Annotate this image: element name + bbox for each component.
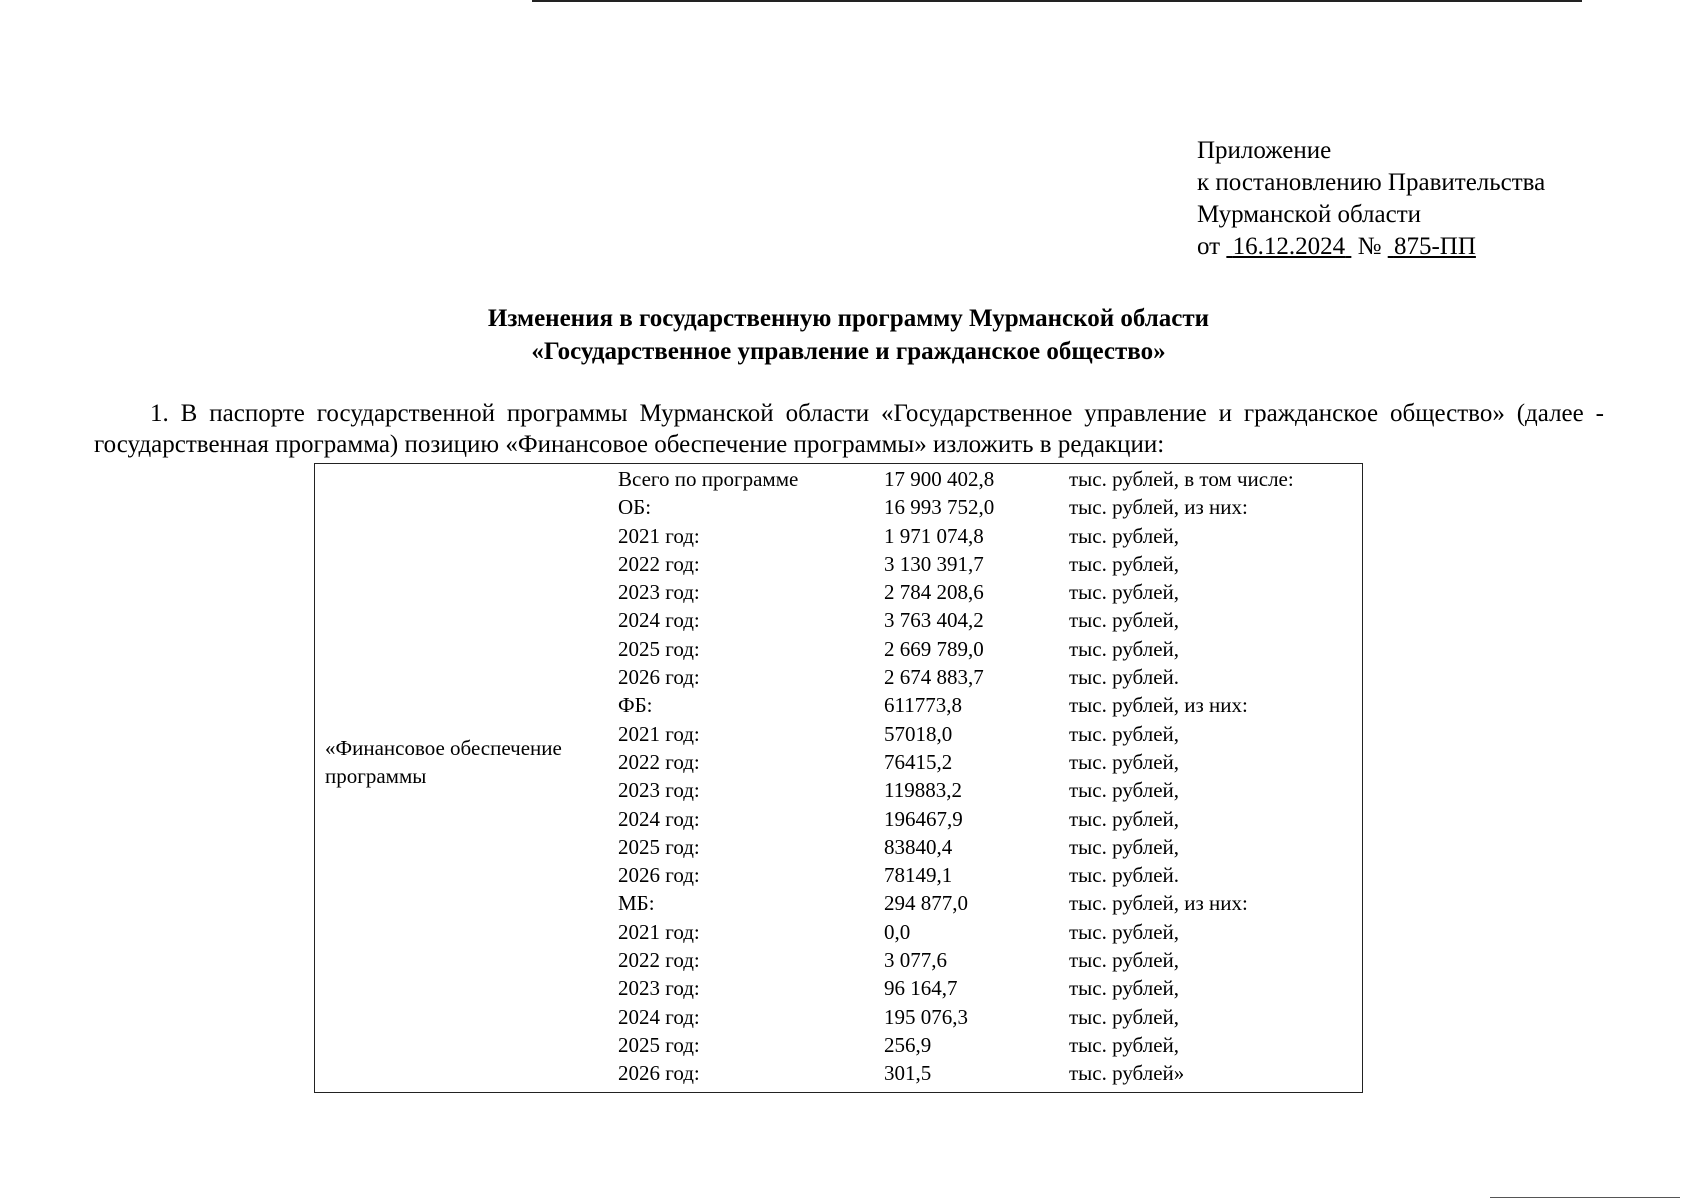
row-label: ФБ: — [618, 693, 653, 718]
row-label: 2025 год: — [618, 834, 700, 859]
row-label: 2025 год: — [618, 1032, 700, 1057]
row-unit: тыс. рублей, из них: — [1069, 693, 1248, 718]
row-value: 96 164,7 — [884, 976, 958, 1001]
row-label: 2024 год: — [618, 806, 700, 831]
row-label: ОБ: — [618, 495, 652, 520]
appendix-block — [1197, 135, 1545, 263]
row-value: 1 971 074,8 — [884, 523, 984, 548]
row-unit: тыс. рублей» — [1069, 1061, 1185, 1086]
row-value: 294 877,0 — [884, 891, 968, 916]
row-value: 2 784 208,6 — [884, 580, 984, 605]
row-unit: тыс. рублей, — [1069, 834, 1180, 859]
row-unit: тыс. рублей, — [1069, 749, 1180, 774]
appendix-line-2: к постановлению Правительства — [1197, 169, 1546, 196]
row-value: 119883,2 — [884, 778, 962, 803]
row-unit: тыс. рублей, — [1069, 976, 1180, 1001]
row-unit: тыс. рублей. — [1069, 665, 1180, 690]
date-prefix: от — [1197, 233, 1221, 260]
row-value: 78149,1 — [884, 863, 953, 888]
row-label: 2024 год: — [618, 1004, 700, 1029]
row-unit: тыс. рублей, в том числе: — [1069, 467, 1294, 491]
row-value: 0,0 — [884, 919, 911, 944]
row-unit: тыс. рублей, — [1069, 1004, 1180, 1029]
paragraph-1: 1. В паспорте государственной программы Мурманской области «Государственное управление и гражданское общество» (далее - государственная программа) позицию «Финансовое обеспечение программы» изложить в редакции: — [94, 400, 1604, 458]
row-value: 611773,8 — [884, 693, 962, 718]
appendix-title: Приложение — [1197, 137, 1332, 164]
row-label: 2022 год: — [618, 551, 700, 576]
row-unit: тыс. рублей, — [1069, 523, 1180, 548]
row-unit: тыс. рублей, — [1069, 948, 1180, 973]
financing-label: «Финансовое обеспечение программы — [325, 736, 562, 788]
appendix-line-3: Мурманской области — [1197, 201, 1422, 228]
row-value: 301,5 — [884, 1061, 932, 1086]
row-unit: тыс. рублей, — [1069, 721, 1180, 746]
row-value: 256,9 — [884, 1032, 932, 1057]
row-unit: тыс. рублей, — [1069, 608, 1180, 633]
row-label: 2021 год: — [618, 919, 700, 944]
row-label: 2023 год: — [618, 778, 700, 803]
row-label: 2021 год: — [618, 523, 700, 548]
row-value: 2 674 883,7 — [884, 665, 984, 690]
row-unit: тыс. рублей, — [1069, 636, 1180, 661]
appendix-date-line — [1197, 231, 1545, 263]
top-rule — [532, 0, 1582, 2]
document-title — [0, 302, 1697, 368]
row-label: 2026 год: — [618, 665, 700, 690]
row-value: 3 763 404,2 — [884, 608, 984, 633]
row-value: 2 669 789,0 — [884, 636, 984, 661]
row-label: Всего по программе — [618, 467, 799, 491]
financing-table — [314, 463, 1363, 1093]
row-unit: тыс. рублей, — [1069, 919, 1180, 944]
row-label: 2025 год: — [618, 636, 700, 661]
title-line-2: «Государственное управление и гражданское общество» — [531, 338, 1166, 365]
row-unit: тыс. рублей, — [1069, 580, 1180, 605]
row-value: 57018,0 — [884, 721, 953, 746]
row-unit: тыс. рублей. — [1069, 863, 1180, 888]
title-line-1: Изменения в государственную программу Мурманской области — [487, 305, 1210, 332]
decree-date: 16.12.2024 — [1232, 233, 1346, 260]
row-value: 3 130 391,7 — [884, 551, 984, 576]
row-label: 2021 год: — [618, 721, 700, 746]
row-label: 2023 год: — [618, 976, 700, 1001]
row-unit: тыс. рублей, из них: — [1069, 891, 1248, 916]
row-value: 83840,4 — [884, 834, 953, 859]
row-label: 2026 год: — [618, 1061, 700, 1086]
row-unit: тыс. рублей, — [1069, 1032, 1180, 1057]
row-label: 2023 год: — [618, 580, 700, 605]
number-sign: № — [1357, 233, 1382, 260]
row-unit: тыс. рублей, — [1069, 778, 1180, 803]
decree-number: 875-ПП — [1393, 233, 1476, 260]
row-label: 2026 год: — [618, 863, 700, 888]
row-unit: тыс. рублей, — [1069, 806, 1180, 831]
row-label: МБ: — [618, 891, 655, 916]
footer-rule — [1490, 1197, 1680, 1198]
row-unit: тыс. рублей, из них: — [1069, 495, 1248, 520]
row-label: 2024 год: — [618, 608, 700, 633]
row-unit: тыс. рублей, — [1069, 551, 1180, 576]
row-label: 2022 год: — [618, 948, 700, 973]
row-value: 3 077,6 — [884, 948, 947, 973]
row-label: 2022 год: — [618, 749, 700, 774]
row-value: 195 076,3 — [884, 1004, 968, 1029]
row-value: 16 993 752,0 — [884, 495, 995, 520]
row-value: 196467,9 — [884, 806, 963, 831]
row-value: 76415,2 — [884, 749, 953, 774]
row-value: 17 900 402,8 — [884, 467, 995, 491]
